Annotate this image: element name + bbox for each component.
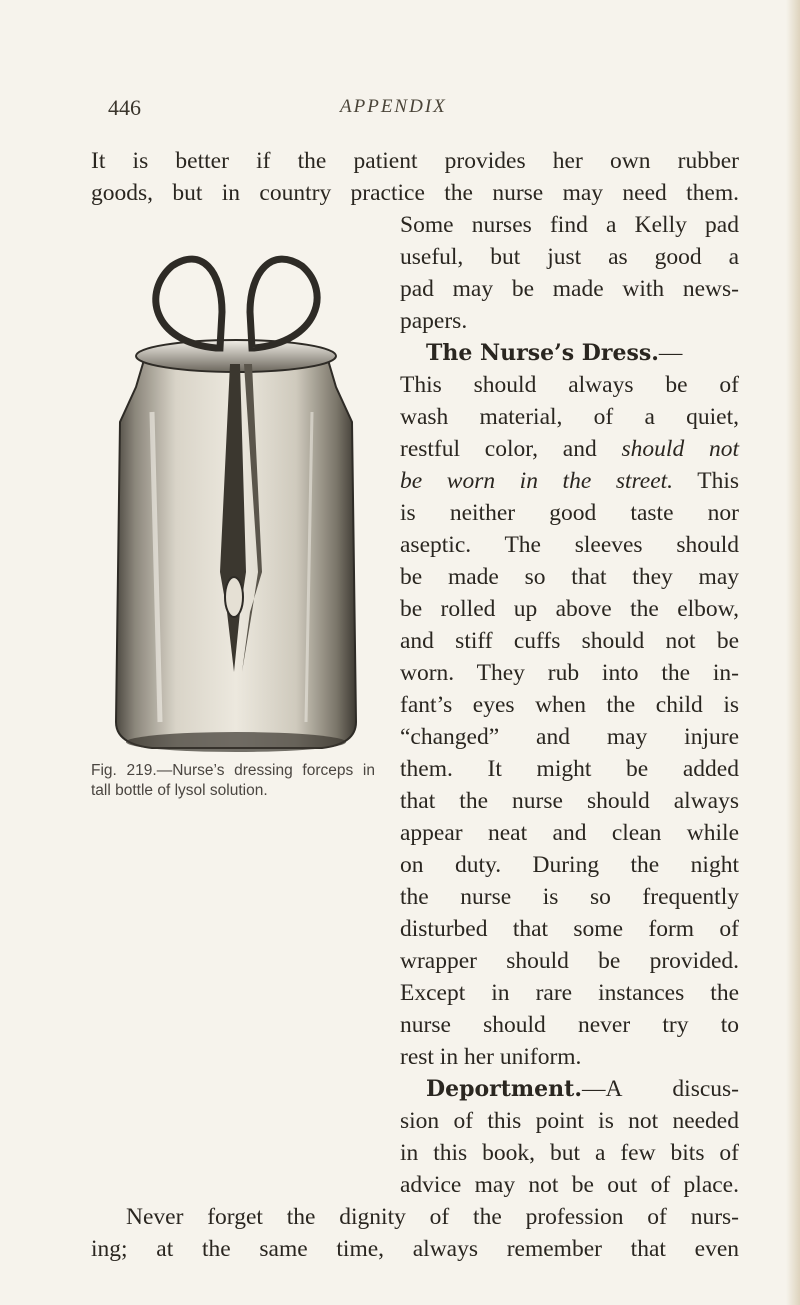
page-number: 446 xyxy=(108,95,141,120)
text-line: the nurse is so frequently xyxy=(400,884,739,910)
text-line: that the nurse should always xyxy=(400,788,739,814)
text-span: restful color, and xyxy=(400,436,597,462)
text-line: It is better if the patient provides her own rubber xyxy=(91,148,739,174)
text-line: wrapper should be provided. xyxy=(400,948,739,974)
running-title: APPENDIX xyxy=(340,96,447,117)
text-line: Except in rare instances the xyxy=(400,980,739,1006)
text-line: rest in her uniform. xyxy=(400,1044,582,1070)
figure-caption: Fig. 219.—Nurse’s dressing forceps in tall bottle of lysol solution. xyxy=(91,762,375,799)
text-line: be made so that they may xyxy=(400,564,739,590)
page-edge xyxy=(786,0,800,1305)
text-line: Never forget the dignity of the profession of nurs- xyxy=(126,1204,739,1230)
text-line: pad may be made with news- xyxy=(400,276,739,302)
text-span: —A discus- xyxy=(581,1076,739,1102)
text-line: worn. They rub into the in- xyxy=(400,660,739,686)
figure-forceps-bottle xyxy=(112,252,362,754)
text-line: This should always be of xyxy=(400,372,739,398)
text-line: papers. xyxy=(400,308,468,334)
text-line: goods, but in country practice the nurse may need them. xyxy=(91,180,739,206)
text-line: aseptic. The sleeves should xyxy=(400,532,739,558)
text-line: fant’s eyes when the child is xyxy=(400,692,739,718)
text-line: in this book, but a few bits of xyxy=(400,1140,739,1166)
forceps-bottle-illustration xyxy=(112,252,362,754)
text-line: “changed” and may injure xyxy=(400,724,739,750)
text-line: nurse should never try to xyxy=(400,1012,739,1038)
emphasis-text: should not xyxy=(621,436,739,462)
text-line: appear neat and clean while xyxy=(400,820,739,846)
text-line: disturbed that some form of xyxy=(400,916,739,942)
text-line: sion of this point is not needed xyxy=(400,1108,739,1134)
section-heading-dress xyxy=(426,340,739,366)
text-line: Some nurses find a Kelly pad xyxy=(400,212,739,238)
text-line: is neither good taste nor xyxy=(400,500,739,526)
text-line: ing; at the same time, always remember that even xyxy=(91,1236,739,1262)
text-line xyxy=(400,468,739,494)
emphasis-text: be worn in the street. xyxy=(400,468,674,494)
section-heading-deportment xyxy=(426,1076,739,1102)
text-line: be rolled up above the elbow, xyxy=(400,596,739,622)
text-line: wash material, of a quiet, xyxy=(400,404,739,430)
text-line xyxy=(400,436,739,462)
text-line: them. It might be added xyxy=(400,756,739,782)
heading-dash: — xyxy=(658,340,683,366)
text-line: useful, but just as good a xyxy=(400,244,739,270)
text-line: on duty. During the night xyxy=(400,852,739,878)
text-line: and stiff cuffs should not be xyxy=(400,628,739,654)
heading-dress: The Nurse’s Dress. xyxy=(426,340,659,366)
running-head xyxy=(108,95,748,123)
heading-deportment: Deportment. xyxy=(426,1076,582,1102)
text-span: This xyxy=(697,468,740,494)
text-line: advice may not be out of place. xyxy=(400,1172,739,1198)
